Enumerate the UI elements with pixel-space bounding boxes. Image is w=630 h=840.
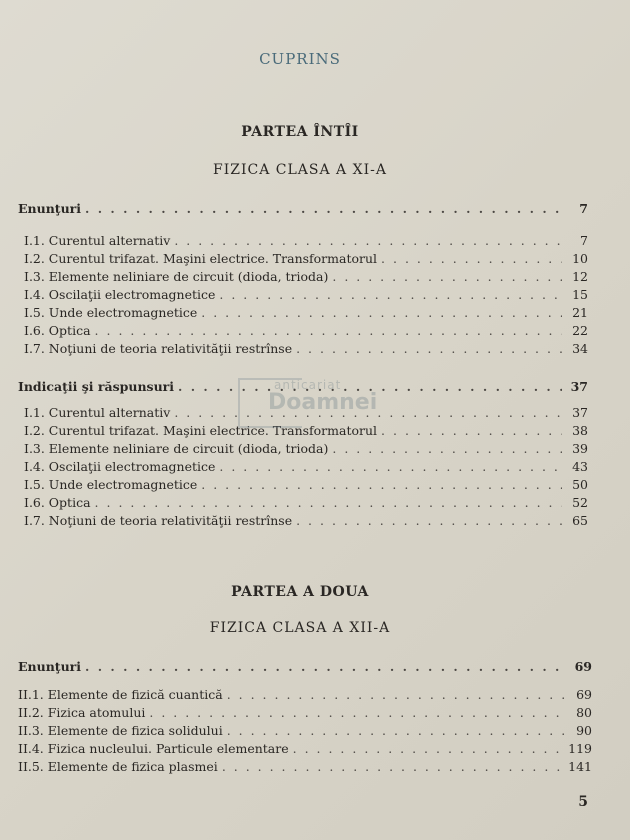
toc-section-enunturi-2 [18, 658, 592, 676]
toc-entry [24, 458, 588, 476]
toc-leader-dots [381, 422, 562, 440]
toc-leader-dots [149, 704, 566, 722]
toc-page-number: 37 [572, 405, 588, 420]
toc-leader-dots [222, 758, 564, 776]
toc-page-number: 52 [572, 495, 588, 510]
toc-page-number: 12 [572, 269, 588, 284]
toc-leader-dots [95, 494, 562, 512]
part2-subtitle: FIZICA CLASA A XII-A [209, 620, 391, 636]
toc-page-number: 69 [574, 659, 592, 674]
toc-entry [24, 512, 588, 530]
toc-entry [24, 476, 588, 494]
toc-entry [24, 440, 588, 458]
watermark-logo [238, 378, 398, 424]
toc-entry-label: I.7. Noţiuni de teoria relativităţii restrînse [24, 513, 293, 528]
toc-leader-dots [85, 200, 562, 218]
toc-page-number: 80 [576, 705, 592, 720]
toc-entry-label: II.2. Fizica atomului [18, 705, 146, 720]
toc-entry-label: II.3. Elemente de fizica solidului [18, 723, 223, 738]
toc-entry-label: I.4. Oscilaţii electromagnetice [24, 459, 216, 474]
toc-page-number: 69 [576, 687, 592, 702]
toc-section-label: Enunţuri [18, 201, 81, 216]
toc-leader-dots [95, 322, 562, 340]
toc-leader-dots [381, 250, 562, 268]
part2-heading: PARTEA A DOUA [231, 584, 369, 600]
toc-leader-dots [174, 232, 562, 250]
toc-page-number: 15 [572, 287, 588, 302]
toc-entry [24, 322, 588, 340]
toc-leader-dots [227, 686, 566, 704]
toc-entry-label: I.6. Optica [24, 495, 91, 510]
toc-leader-dots [85, 658, 566, 676]
watermark-line2: Doamnei [268, 390, 378, 415]
toc-leader-dots [227, 722, 566, 740]
toc-entry-label: I.3. Elemente neliniare de circuit (dioda, trioda) [24, 441, 329, 456]
toc-leader-dots [332, 440, 562, 458]
toc-leader-dots [293, 740, 565, 758]
toc-entry [18, 740, 592, 758]
toc-leader-dots [201, 476, 562, 494]
toc-page-number: 10 [572, 251, 588, 266]
toc-leader-dots [296, 512, 562, 530]
toc-entry-label: I.1. Curentul alternativ [24, 233, 171, 248]
toc-entry-label: I.4. Oscilaţii electromagnetice [24, 287, 216, 302]
toc-page-number: 39 [572, 441, 588, 456]
toc-page-number: 90 [576, 723, 592, 738]
toc-leader-dots [201, 304, 562, 322]
part1-subtitle: FIZICA CLASA A XI-A [213, 162, 387, 178]
toc-section-enunturi-1 [18, 200, 588, 218]
toc-entry [18, 686, 592, 704]
toc-page-number: 43 [572, 459, 588, 474]
toc-entry-label: II.5. Elemente de fizica plasmei [18, 759, 218, 774]
toc-entry [24, 340, 588, 358]
toc-leader-dots [219, 286, 562, 304]
toc-page-number: 50 [572, 477, 588, 492]
page-number: 5 [578, 794, 588, 810]
toc-leader-dots [219, 458, 562, 476]
toc-section-label: Enunţuri [18, 659, 81, 674]
toc-entry-label: I.3. Elemente neliniare de circuit (dioda, trioda) [24, 269, 329, 284]
toc-page-number: 7 [580, 233, 588, 248]
toc-page-number: 22 [572, 323, 588, 338]
toc-entry [18, 722, 592, 740]
toc-page-number: 38 [572, 423, 588, 438]
toc-entry [24, 286, 588, 304]
toc-entry-label: II.4. Fizica nucleului. Particule elementare [18, 741, 289, 756]
toc-entry [24, 232, 588, 250]
toc-entry [24, 494, 588, 512]
toc-page-number: 119 [568, 741, 592, 756]
toc-entry [24, 250, 588, 268]
toc-entry-label: I.7. Noţiuni de teoria relativităţii restrînse [24, 341, 293, 356]
toc-page-number: 21 [572, 305, 588, 320]
toc-section-label: Indicaţii şi răspunsuri [18, 379, 174, 394]
toc-page-number: 34 [572, 341, 588, 356]
watermark-line1: anticariat [274, 378, 342, 392]
toc-entry-label: I.5. Unde electromagnetice [24, 477, 198, 492]
toc-leader-dots [296, 340, 562, 358]
toc-leader-dots [332, 268, 562, 286]
toc-entry [18, 758, 592, 776]
toc-entry-label: I.2. Curentul trifazat. Maşini electrice. Transformatorul [24, 423, 378, 438]
toc-entry [18, 704, 592, 722]
toc-entry-label: I.1. Curentul alternativ [24, 405, 171, 420]
toc-entry-label: I.6. Optica [24, 323, 91, 338]
toc-entry [24, 304, 588, 322]
page-title: CUPRINS [259, 50, 341, 68]
toc-page-number: 37 [570, 379, 588, 394]
toc-entry-label: I.5. Unde electromagnetice [24, 305, 198, 320]
toc-page-number: 65 [572, 513, 588, 528]
toc-page-number: 141 [568, 759, 592, 774]
toc-entry [24, 422, 588, 440]
toc-entry [24, 268, 588, 286]
toc-entry-label: II.1. Elemente de fizică cuantică [18, 687, 223, 702]
toc-page-number: 7 [579, 201, 588, 216]
toc-entry-label: I.2. Curentul trifazat. Maşini electrice. Transformatorul [24, 251, 378, 266]
part1-heading: PARTEA ÎNTÎI [241, 124, 359, 140]
